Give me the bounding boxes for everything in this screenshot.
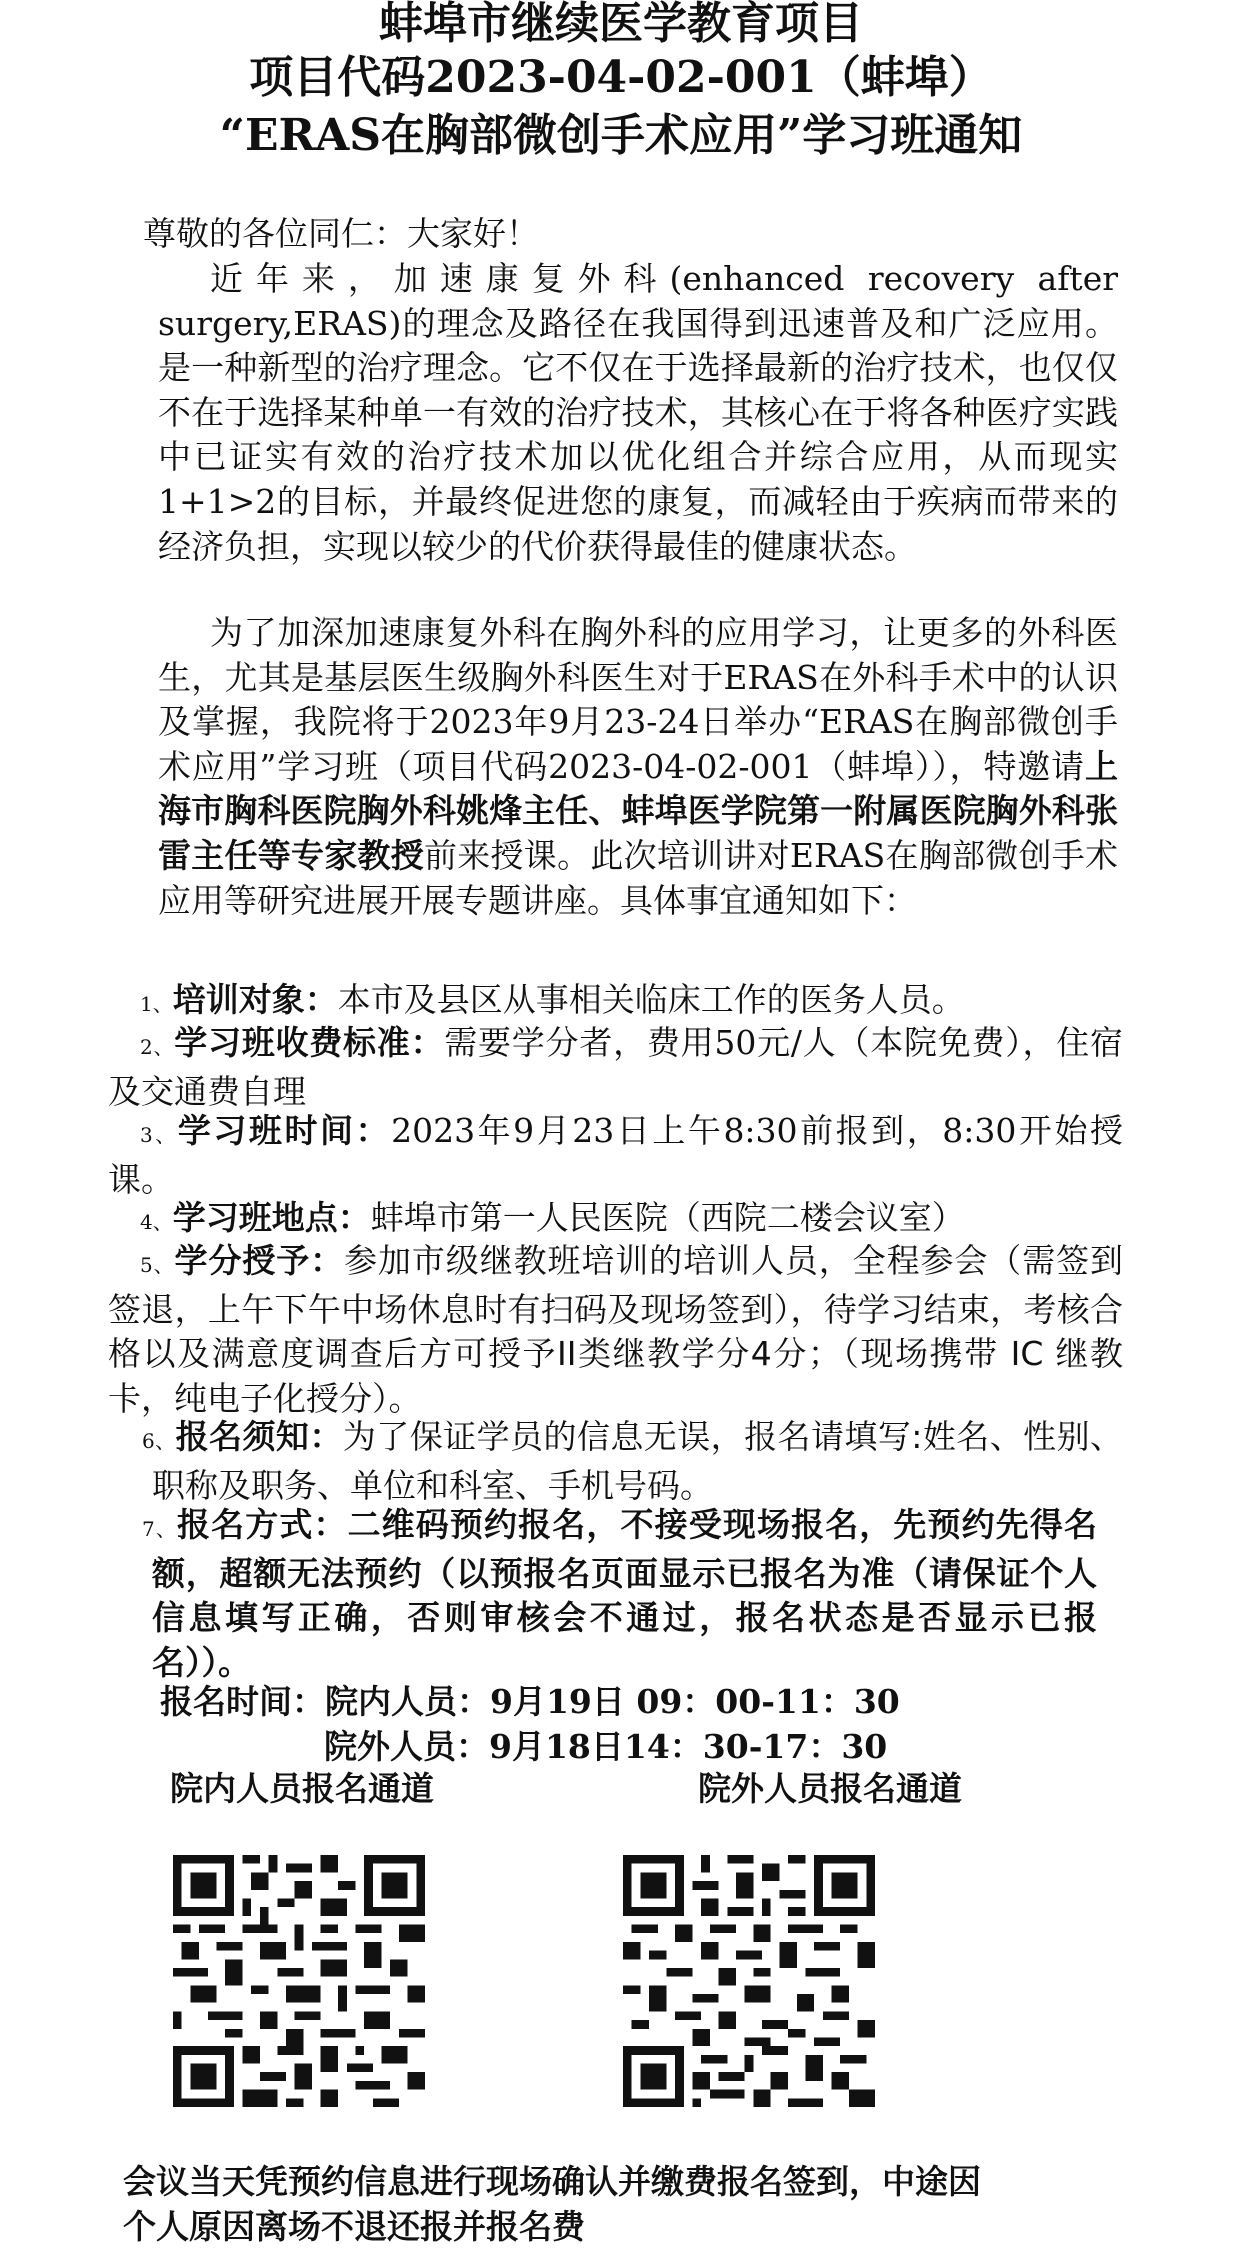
item-text: 为了保证学员的信息无误，报名请填写:姓名、性别、职称及职务、单位和科室、手机号码。 xyxy=(152,1417,1124,1505)
item-class-location xyxy=(140,1196,965,1244)
item-text: 本市及县区从事相关临床工作的医务人员。 xyxy=(337,980,965,1019)
registration-time-internal xyxy=(160,1680,900,1724)
item-text: 需要学分者，费用50元/人（本院免费），住宿及交通费自理 xyxy=(108,1023,1124,1111)
item-fee-standard xyxy=(108,1021,1123,1114)
internal-channel-label: 院内人员报名通道 xyxy=(170,1769,434,1808)
item-number: 7、 xyxy=(142,1517,177,1541)
item-text: 蚌埠市第一人民医院（西院二楼会议室） xyxy=(370,1198,965,1237)
title-line-3: “ERAS在胸部微创手术应用”学习班通知 xyxy=(219,110,1023,161)
item-text: 2023年9月23日上午8:30前报到，8:30开始授课。 xyxy=(108,1111,1124,1199)
internal-registration-qr-code[interactable] xyxy=(173,1855,425,2107)
registration-time-external: 院外人员：9月18日14：30-17：30 xyxy=(324,1727,888,1766)
greeting: 尊敬的各位同仁：大家好！ xyxy=(143,214,539,253)
item-label: 报名方式： xyxy=(176,1505,348,1544)
item-number: 1、 xyxy=(140,992,173,1016)
item-label: 报名须知： xyxy=(175,1417,343,1456)
footer-line-1: 会议当天凭预约信息进行现场确认并缴费报名签到，中途因 xyxy=(123,2162,981,2201)
item-label: 学习班收费标准： xyxy=(174,1023,445,1062)
item-number: 6、 xyxy=(142,1429,176,1453)
item-credit-grant xyxy=(108,1239,1123,1421)
footer-line-2: 个人原因离场不退还报并报名费 xyxy=(123,2207,585,2246)
item-label: 学分授予： xyxy=(174,1241,345,1280)
registration-time-label: 报名时间： xyxy=(160,1682,325,1721)
title-line-1: 蚌埠市继续医学教育项目 xyxy=(379,0,863,49)
item-text: 参加市级继教班培训的培训人员，全程参会（需签到签退，上午下午中场休息时有扫码及现场签到），待学习结束，考核合格以及满意度调查后方可授予II类继教学分4分；（现场携带 IC 继教卡，纯电子化授分）。 xyxy=(108,1241,1124,1418)
external-registration-qr-code[interactable] xyxy=(623,1855,875,2107)
item-number: 3、 xyxy=(140,1123,178,1147)
intro-text: 近年来，加速康复外科(enhanced recovery after surgery,ERAS)的理念及路径在我国得到迅速普及和广泛应用。是一种新型的治疗理念。它不仅在于选择最新的治疗技术，也仅仅不在于选择某种单一有效的治疗技术，其核心在于将各种医疗实践中已证实有效的治疗技术加以优化组合并综合应用，从而现实1+1>2的目标，并最终促进您的康复，而减轻由于疾病而带来的经济负担，实现以较少的代价获得最佳的健康状态。 xyxy=(158,259,1118,566)
invited-experts: 上海市胸科医院胸外科姚烽主任、蚌埠医学院第一附属医院胸外科张雷主任等专家教授 xyxy=(158,746,1118,875)
qr-code-icon xyxy=(173,1855,425,2107)
item-class-time xyxy=(108,1109,1123,1202)
item-text: 二维码预约报名，不接受现场报名，先预约先得名额，超额无法预约（以预报名页面显示已报名为准（请保证个人信息填写正确，否则审核会不通过，报名状态是否显示已报名））。 xyxy=(152,1505,1098,1682)
item-registration-method xyxy=(142,1503,1098,1685)
item-label: 学习班时间： xyxy=(177,1111,392,1150)
qr-code-icon xyxy=(623,1855,875,2107)
item-label: 培训对象： xyxy=(172,980,338,1019)
purpose-text-after: 前来授课。此次培训讲对ERAS在胸部微创手术应用等研究进展开展专题讲座。具体事宜通知如下： xyxy=(158,835,1119,920)
item-training-target xyxy=(140,978,965,1026)
item-registration-notes xyxy=(142,1415,1124,1508)
item-number: 4、 xyxy=(140,1210,173,1234)
purpose-paragraph xyxy=(158,611,1118,923)
item-number: 5、 xyxy=(140,1253,175,1277)
external-channel-label: 院外人员报名通道 xyxy=(698,1769,962,1808)
item-number: 2、 xyxy=(140,1035,175,1059)
purpose-text-before: 为了加深加速康复外科在胸外科的应用学习，让更多的外科医生，尤其是基层医生级胸外科医生对于ERAS在外科手术中的认识及掌握，我院将于2023年9月23-24日举办“ERAS在胸部微创手术应用”学习班（项目代码2023-04-02-001（蚌埠）），特邀请 xyxy=(158,613,1118,786)
item-label: 学习班地点： xyxy=(172,1198,371,1237)
registration-time-internal-value: 院内人员：9月19日 09：00-11：30 xyxy=(325,1682,900,1721)
title-line-2: 项目代码2023-04-02-001（蚌埠） xyxy=(249,52,993,103)
intro-paragraph xyxy=(158,257,1118,569)
